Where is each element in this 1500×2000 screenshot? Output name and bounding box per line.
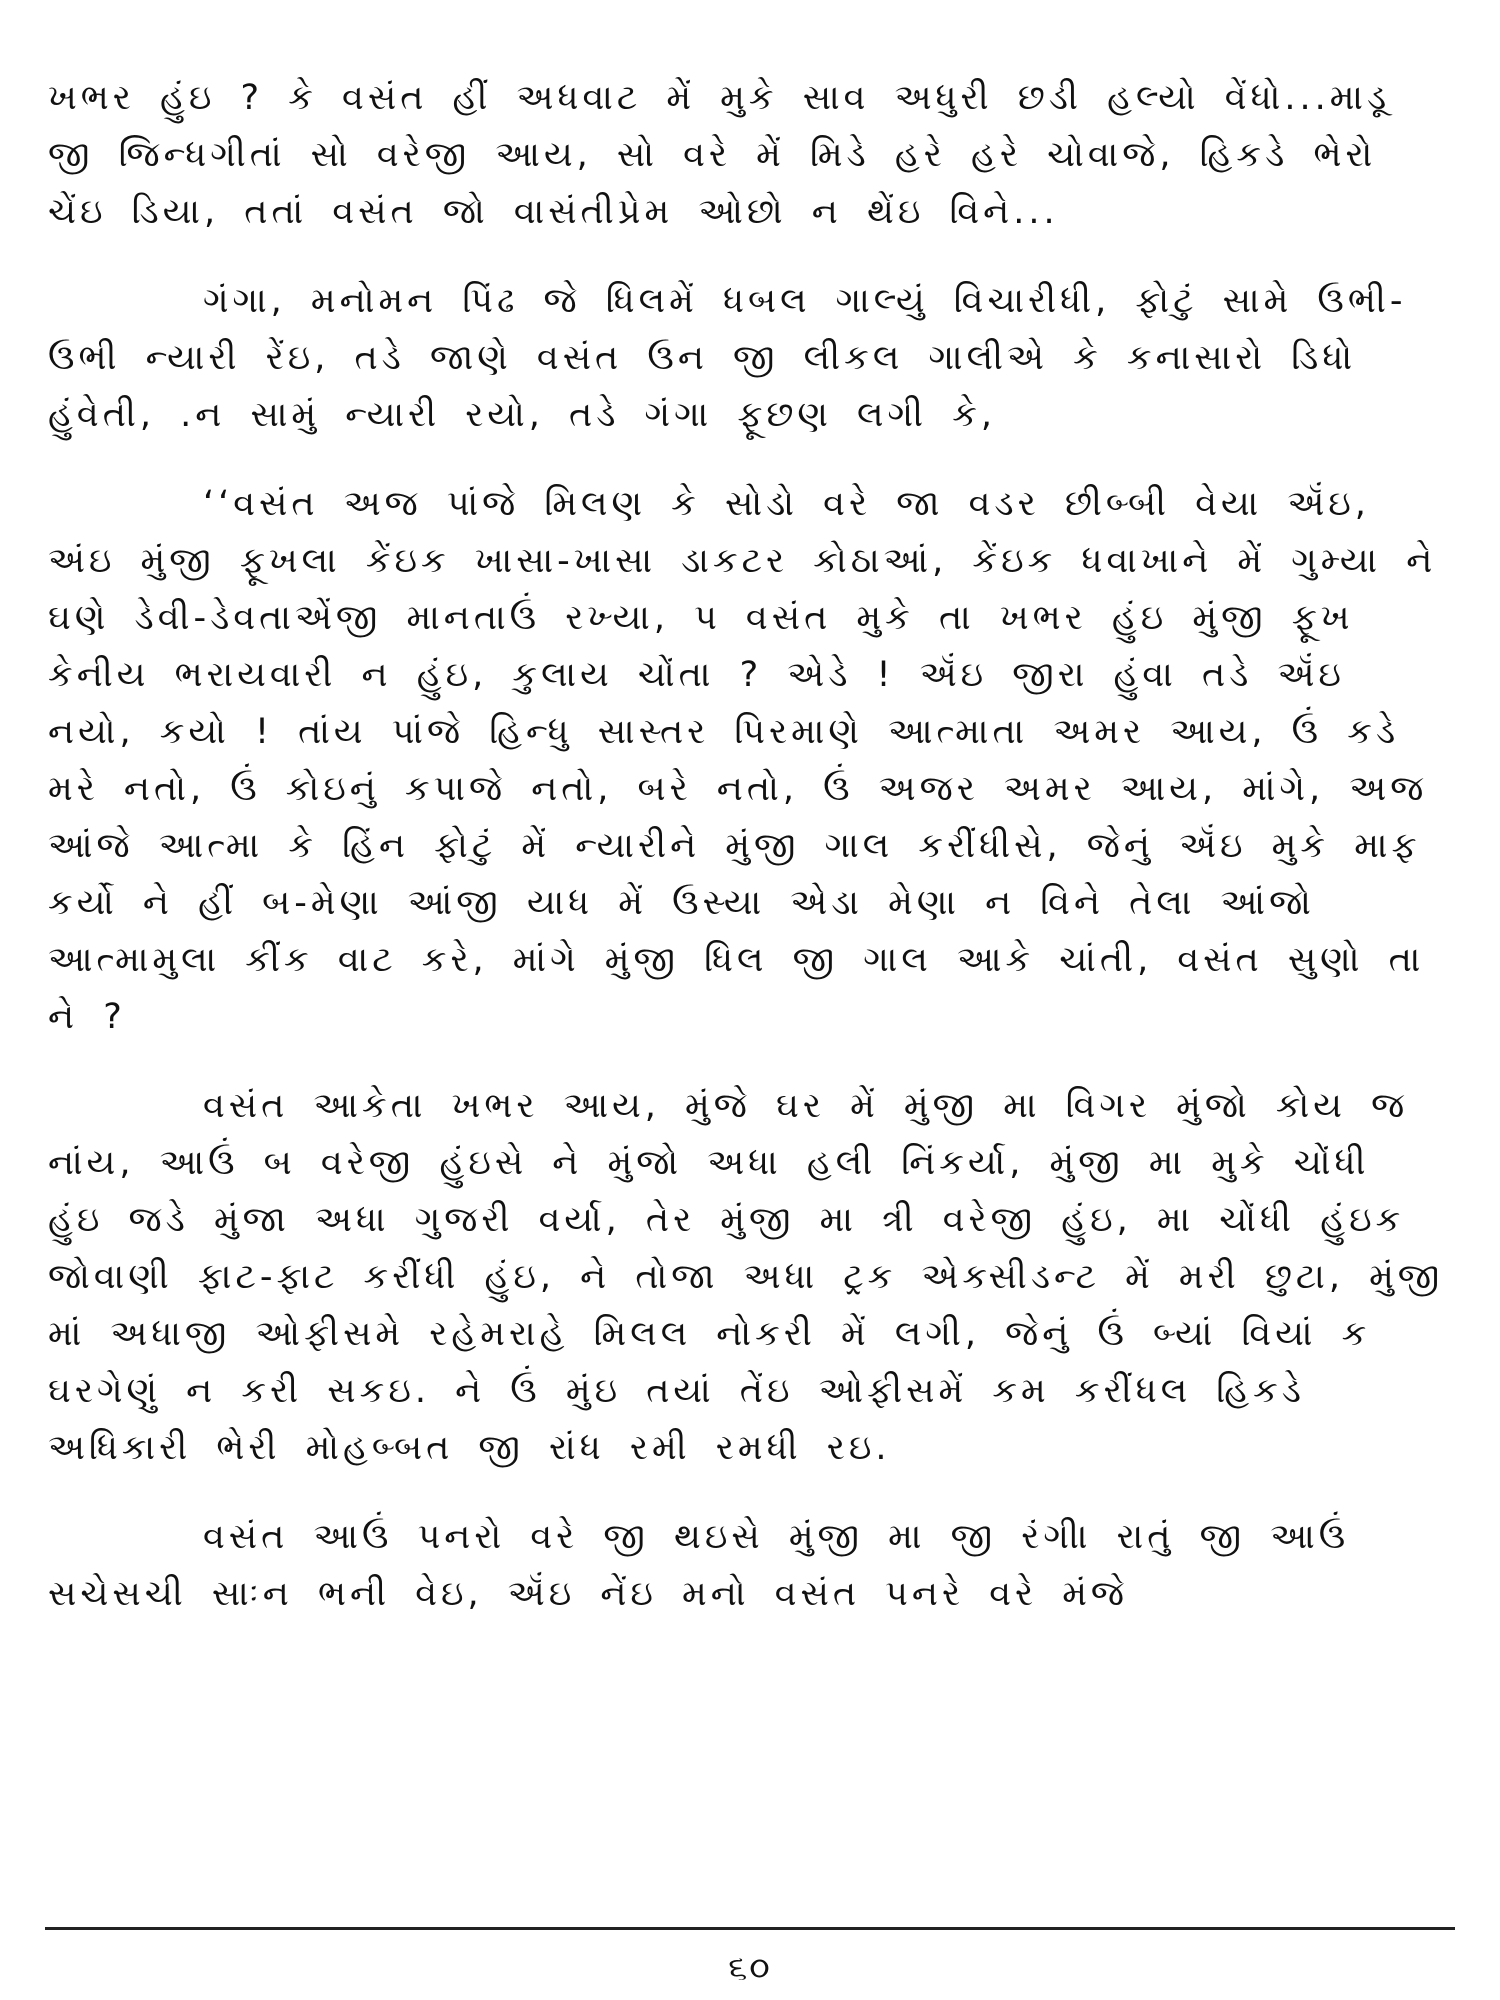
footer-rule [45, 1927, 1455, 1930]
paragraph-4: વસંત આકેતા ખભર આય, મુંજે ઘર મેં મુંજી મા વિગર મુંજો કોય જ નાંય, આઉં બ વરેજી હુંઇસે ને મુંજો અધા હલી નિંકર્યા, મુંજી મા મુકે ચોંધી હુંઇ જડે મુંજા અધા ગુજરી વર્યા, તેર મુંજી મા ત્રી વરેજી હુંઇ, મા ચોંધી હુંઇક જોવાણી ફાટ-ફાટ કરીંધી હુંઇ, ને તોજા અધા ટ્રક એક્સીડન્ટ મેં મરી છુટા, મુંજી માં અધાજી ઓફીસમે રહેમરાહે મિલલ નોકરી મેં લગી, જેનું ઉં બ્યાં વિયાં ક ઘરગેણું ન કરી સકઇ. ને ઉં મુંઇ તયાં તેંઇ ઓફીસમેં કમ કરીંધલ હિકડે અધિકારી ભેરી મોહબ્બત જી રાંધ રમી રમધી રઇ. [48, 1086, 1444, 1468]
paragraph-3: ‘‘વસંત અજ પાંજે મિલણ કે સોડો વરે જા વડર છીબ્બી વેયા ઍંઇ, અંઇ મુંજી ફૂખલા કેંઇક ખાસા-ખાસા ડાકટર કોઠાઆં, કેંઇક ધવાખાને મેં ગુમ્યા ને ઘણે ડેવી-ડેવતાએંજી માનતાઉં રખ્યા, પ વસંત મુકે તા ખભર હુંઇ મુંજી ફૂખ કેનીય ભરાયવારી ન હુંઇ, કુલાય ચોંતા ? એડે ! ઍંઇ જીરા હુંવા તડે ઍંઇ નયો, કયો ! તાંય પાંજે હિન્ધુ સાસ્તર પિરમાણે આત્માતા અમર આય, ઉં કડે મરે નતો, ઉં કોઇનું કપાજે નતો, બરે નતો, ઉં અજર અમર આય, માંગે, અજ આંજે આત્મા કે હિંન ફોટું મેં ન્યારીને મુંજી ગાલ કરીંધીસે, જેનું ઍંઇ મુકે માફ કર્યો ને હીં બ-મેણા આંજી યાધ મેં ઉસ્યા એડા મેણા ન વિને તેલા આંજો આત્મામુલા કીંક વાટ કરે, માંગે મુંજી ધિલ જી ગાલ આકે ચાંતી, વસંત સુણો તા ને ? [48, 484, 1437, 1037]
paragraph-1: ખભર હુંઇ ? કે વસંત હીં અધવાટ મેં મુકે સાવ અધુરી છડી હલ્યો વેંધો...માડૂ જી જિન્ધગીતાં સો વરેજી આય, સો વરે મેં મિડે હરે હરે ચોવાજે, હિકડે ભેરો ચેંઇ ડિયા, તતાં વસંત જો વાસંતીપ્રેમ ઓછો ન થેંઇ વિને... [48, 78, 1391, 232]
paragraph-5: વસંત આઉં પનરો વરે જી થઇસે મુંજી મા જી રંગીા રાતું જી આઉં સચેસચી સાઃન ભની વેઇ, ઍંઇ નેંઇ મનો વસંત પનરે વરે મંજે [48, 1517, 1350, 1614]
page-number: ૬૦ [728, 1948, 772, 1988]
paragraph-2: ગંગા, મનોમન પિંઢ જે ધિલમેં ધબલ ગાલ્યું વિચારીધી, ફોટું સામે ઉભી-ઉભી ન્યારી રેંઇ, તડે જાણે વસંત ઉન જી લીકલ ગાલીએ કે કનાસારો ડિધો હુંવેતી, .ન સામું ન્યારી રયો, તડે ગંગા ફૂછણ લગી કે, [48, 281, 1407, 435]
